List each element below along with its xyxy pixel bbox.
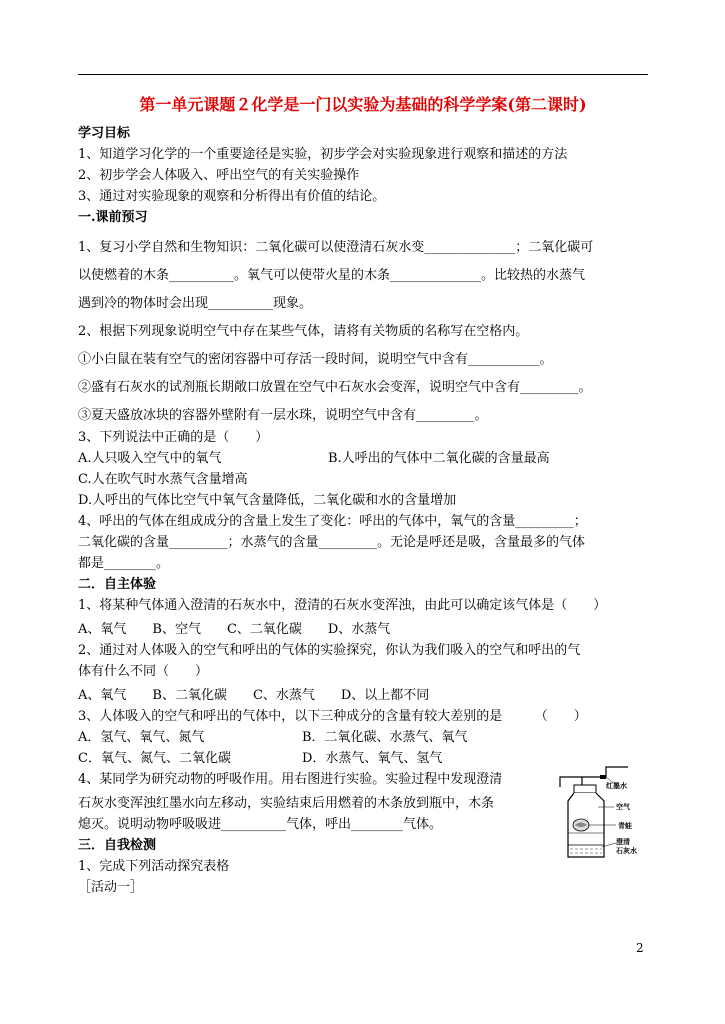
section-heading: 一.课前预习 [78, 210, 148, 225]
header-rule [78, 74, 648, 75]
text-line: 2、根据下列现象说明空气中存在某些气体，请将有关物质的名称写在空格内。 [78, 324, 529, 339]
label-red-ink: 红墨水 [606, 782, 627, 790]
text-line: 1、复习小学自然和生物知识：二氧化碳可以使澄清石灰水变______________；二氧化碳可 [78, 240, 594, 255]
text-line: ①小白鼠在装有空气的密闭容器中可存活一段时间，说明空气中含有___________。 [78, 352, 553, 367]
text-line: 3、通过对实验现象的观察和分析得出有价值的结论。 [78, 189, 386, 204]
page-number: 2 [636, 941, 644, 955]
text-line: ②盛有石灰水的试剂瓶长期敞口放置在空气中石灰水会变浑，说明空气中含有_________。 [78, 380, 592, 395]
text-line: 1、完成下列活动探究表格 [78, 859, 230, 874]
text-line: 4、某同学为研究动物的呼吸作用。用右图进行实验。实验过程中发现澄清 [78, 772, 503, 787]
option-text: D．水蒸气、氧气、氢气 [302, 751, 443, 766]
text-line: 二氧化碳的含量_________；水蒸气的含量_________。无论是呼还是吸，含量最多的气体 [78, 535, 586, 550]
text-line: A、氧气 B、二氧化碳 C、水蒸气 D、以上都不同 [78, 688, 430, 703]
label-limewater-2: 石灰水 [616, 847, 637, 855]
text-line: 1、将某种气体通入澄清的石灰水中，澄清的石灰水变浑浊，由此可以确定该气体是（ ） [78, 598, 607, 613]
section-heading: 二．自主体验 [78, 577, 157, 592]
label-frog: 青蛙 [618, 822, 632, 830]
text-line: 3、下列说法中正确的是（ ） [78, 430, 269, 445]
stopper [574, 785, 596, 793]
text-line: 熄灭。说明动物呼吸吸进__________气体，呼出________气体。 [78, 817, 443, 832]
text-line: C.人在吹气时水蒸气含量增高 [78, 472, 248, 487]
label-air: 空气 [616, 803, 630, 811]
label-limewater-1: 澄清 [616, 838, 630, 846]
text-line: ［活动一］ [78, 880, 144, 895]
respiration-apparatus-figure [554, 757, 650, 863]
text-line: D.人呼出的气体比空气中氧气含量降低，二氧化碳和水的含量增加 [78, 493, 457, 508]
text-line: 2、初步学会人体吸入、呼出空气的有关实验操作 [78, 168, 360, 183]
text-line: C．氧气、氮气、二氧化碳 [78, 751, 231, 766]
text-line: 体有什么不同（ ） [78, 664, 209, 679]
text-line: ③夏天盛放冰块的容器外壁附有一层水珠，说明空气中含有_________。 [78, 408, 488, 423]
text-line: A．氢气、氧气、氮气 [78, 730, 205, 745]
option-text: B．二氧化碳、水蒸气、氧气 [302, 730, 468, 745]
text-line: 2、通过对人体吸入的空气和呼出的气体的实验探究，你认为我们吸入的空气和呼出的气 [78, 643, 581, 658]
text-line: 4、呼出的气体在组成成分的含量上发生了变化：呼出的气体中，氧气的含量_________； [78, 514, 587, 529]
section-heading: 三．自我检测 [78, 838, 157, 853]
red-ink-drop [600, 775, 606, 779]
text-line: 都是________。 [78, 556, 170, 571]
text-line: 1、知道学习化学的一个重要途径是实验，初步学会对实验现象进行观察和描述的方法 [78, 147, 568, 162]
text-line: A、氧气 B、空气 C、二氧化碳 D、水蒸气 [78, 622, 391, 637]
option-text: B.人呼出的气体中二氧化碳的含量最高 [328, 451, 550, 466]
text-line: 遇到冷的物体时会出现__________现象。 [78, 296, 313, 311]
text-line: 以使燃着的木条__________。氧气可以使带火星的木条______________。比较热的水蒸气 [78, 268, 586, 283]
text-line: 石灰水变浑浊红墨水向左移动，实验结束后用燃着的木条放到瓶中，木条 [78, 796, 495, 811]
text-line: 3、人体吸入的空气和呼出的气体中，以下三种成分的含量有较大差别的是 （ ） [78, 709, 587, 724]
text-line: A.人只吸入空气中的氧气 [78, 451, 222, 466]
page-title: 第一单元课题２化学是一门以实验为基础的科学学案(第二课时) [139, 95, 587, 114]
section-heading: 学习目标 [78, 126, 131, 141]
